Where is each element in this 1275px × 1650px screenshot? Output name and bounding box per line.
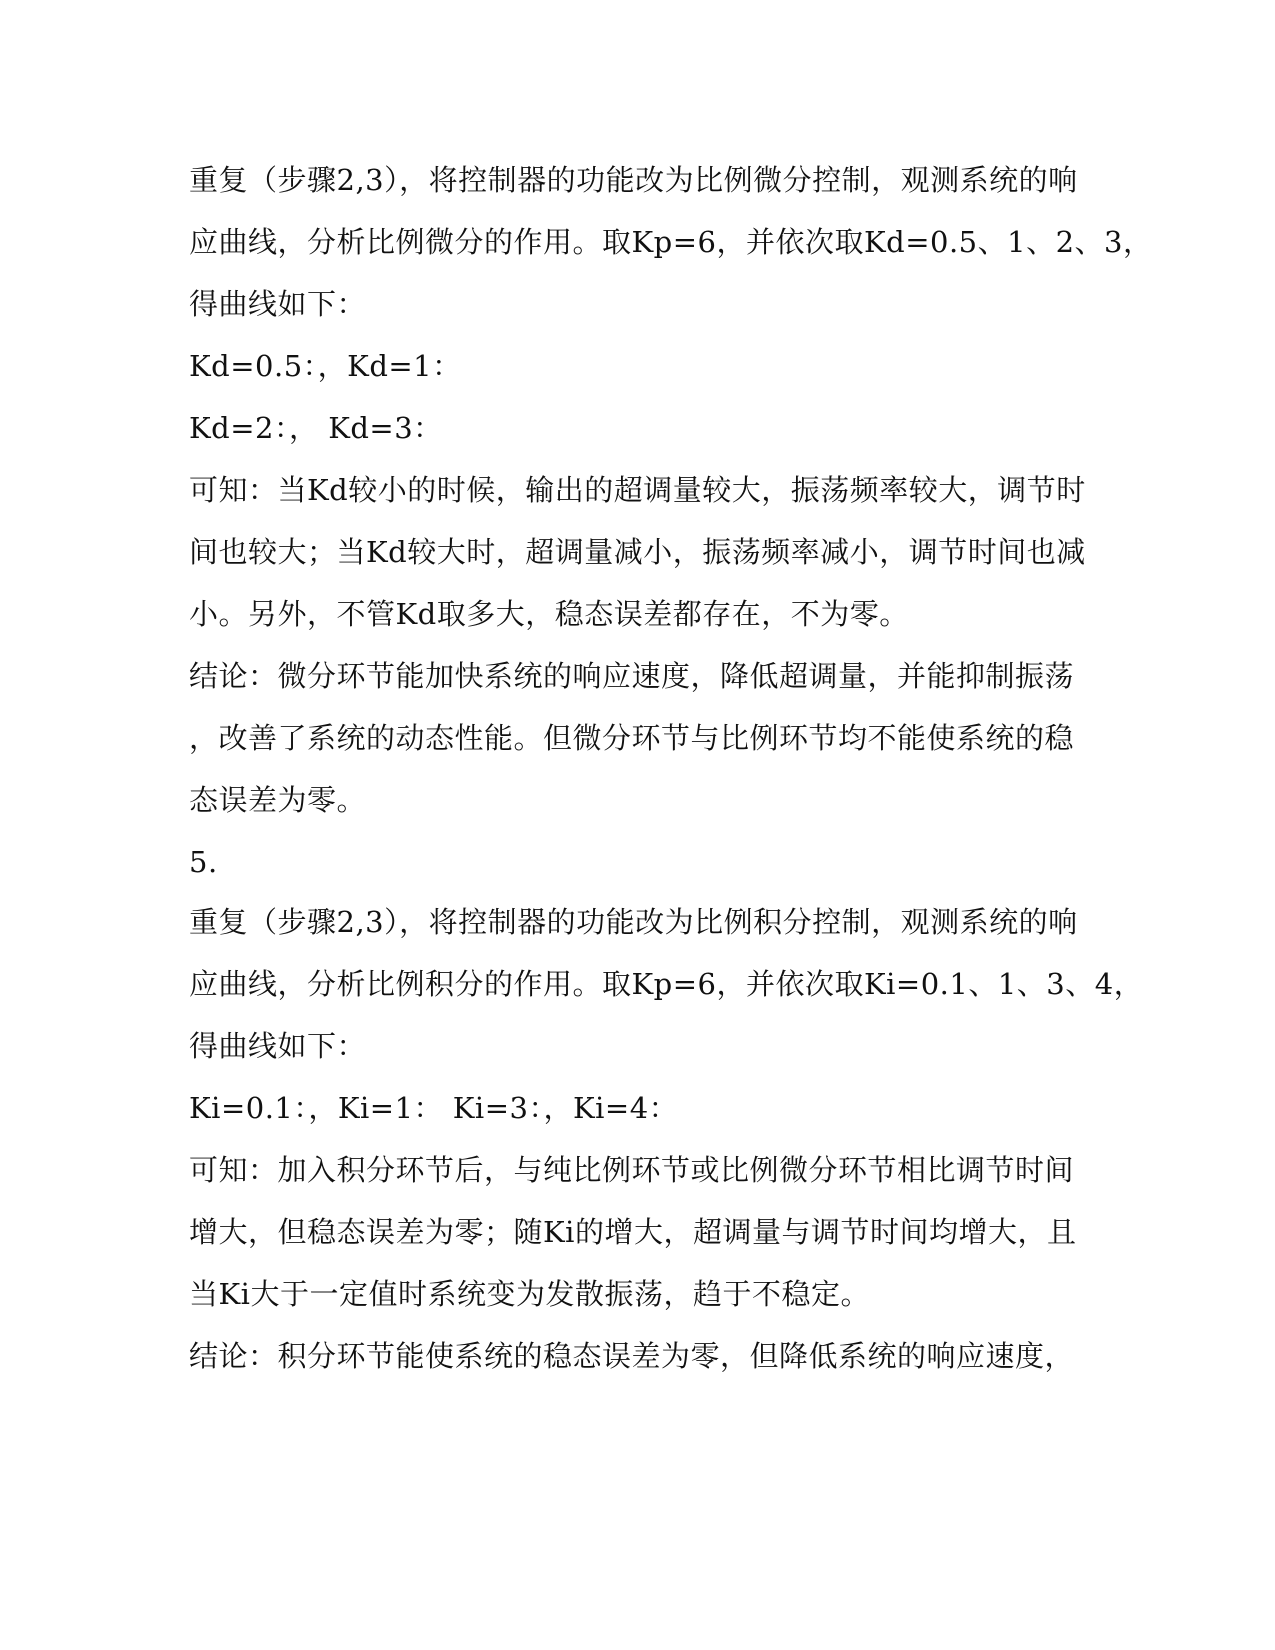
paragraph-pi-intro-line-2: 应曲线，分析比例积分的作用。取Kp=6，并依次取Ki=0.1、1、3、4， [189, 967, 1144, 1001]
paragraph-pd-intro-line-2: 应曲线，分析比例微分的作用。取Kp=6，并依次取Kd=0.5、1、2、3， [189, 225, 1153, 259]
paragraph-pd-conclusion-line-3: 态误差为零。 [189, 783, 367, 817]
section-number: 5. [189, 845, 218, 879]
kd-figure-captions-row-2: Kd=2：， Kd=3： [189, 411, 443, 445]
kd-figure-captions-row-1: Kd=0.5：，Kd=1： [189, 349, 462, 383]
paragraph-pd-intro-line-3: 得曲线如下： [189, 287, 367, 321]
paragraph-pi-observation-line-2: 增大，但稳态误差为零；随Ki的增大，超调量与调节时间均增大，且 [189, 1215, 1077, 1249]
paragraph-pd-conclusion-line-1: 结论：微分环节能加快系统的响应速度，降低超调量，并能抑制振荡 [189, 659, 1075, 693]
paragraph-pd-conclusion-line-2: ，改善了系统的动态性能。但微分环节与比例环节均不能使系统的稳 [189, 721, 1075, 755]
paragraph-pd-observation-line-2: 间也较大；当Kd较大时，超调量减小，振荡频率减小，调节时间也减 [189, 535, 1086, 569]
paragraph-pi-observation-line-1: 可知：加入积分环节后，与纯比例环节或比例微分环节相比调节时间 [189, 1153, 1075, 1187]
paragraph-pd-observation-line-1: 可知：当Kd较小的时候，输出的超调量较大，振荡频率较大，调节时 [189, 473, 1086, 507]
paragraph-pi-intro-line-1: 重复（步骤2,3），将控制器的功能改为比例积分控制，观测系统的响 [189, 905, 1078, 939]
paragraph-pd-observation-line-3: 小。另外，不管Kd取多大，稳态误差都存在，不为零。 [189, 597, 909, 631]
paragraph-pi-conclusion-line-1: 结论：积分环节能使系统的稳态误差为零，但降低系统的响应速度， [189, 1339, 1075, 1373]
paragraph-pi-observation-line-3: 当Ki大于一定值时系统变为发散振荡，趋于不稳定。 [189, 1277, 870, 1311]
paragraph-pd-intro-line-1: 重复（步骤2,3），将控制器的功能改为比例微分控制，观测系统的响 [189, 163, 1078, 197]
paragraph-pi-intro-line-3: 得曲线如下： [189, 1029, 367, 1063]
ki-figure-captions-row: Ki=0.1：，Ki=1： Ki=3：，Ki=4： [189, 1091, 679, 1125]
